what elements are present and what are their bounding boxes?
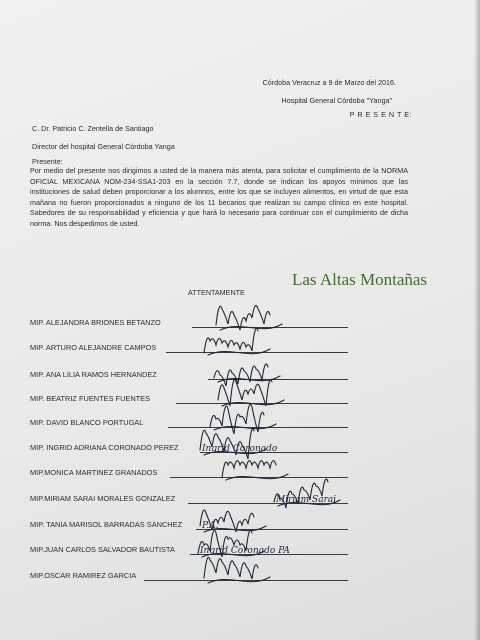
svg-text:Ingrid Coronado: Ingrid Coronado xyxy=(202,444,278,454)
signature-row xyxy=(0,468,480,486)
watermark-text: Las Altas Montañas xyxy=(292,270,428,289)
signature-row xyxy=(0,571,480,589)
date-line: Córdoba Veracruz a 9 de Marzo del 2016. xyxy=(262,78,396,87)
signatory-name: MIP.MONICA MARTINEZ GRANADOS xyxy=(30,468,158,477)
addressee-name: C. Dr. Patricio C. Zentella de Santiago xyxy=(32,124,154,133)
signatory-name: MIP.OSCAR RAMIREZ GARCIA xyxy=(30,571,137,580)
signatory-name: MIP. DAVID BLANCO PORTUGAL xyxy=(30,418,144,427)
closing: ATTENTAMENTE xyxy=(188,288,245,297)
signatory-name: MIP. ANA LILIA RAMOS HERNANDEZ xyxy=(30,370,157,379)
hospital-line: Hospital General Córdoba "Yanga" xyxy=(281,96,392,105)
handwritten-signature xyxy=(200,553,320,593)
salutation: Presente: xyxy=(32,157,63,166)
signatory-name: MIP.JUAN CARLOS SALVADOR BAUTISTA xyxy=(30,545,175,554)
svg-text:Miriam Sarai: Miriam Sarai xyxy=(276,495,337,505)
letter-body: Por medio del presente nos dirigimos a usted de la manera más atenta, para solicitar el cumplimiento de la NORMA OFICIAL MEXICANA NOM-234-SSA1-203 en la sección 7.7, donde se indican los apoyos mínimos que las instituciones de salud deben proporcionar a los alumnos, entre los que se incluyen alimentos, en virtud de que esta mañana no fueron proporcionados a ninguno de los 11 becarios que realizan su campo clínico en este hospital. Sabedores de su responsabilidad y eficiencia y que hará lo necesario para continuar con el cumplimiento de dicha norma. Nos despedimos de usted. xyxy=(30,166,408,228)
signatory-name: MIP. BEATRIZ FUENTES FUENTES xyxy=(30,394,151,403)
svg-text:P.A.: P.A. xyxy=(202,521,219,531)
signatory-name: MIP. TANIA MARISOL BARRADAS SANCHEZ xyxy=(30,520,183,529)
addressee-title: Director del hospital General Córdoba Yanga xyxy=(32,142,175,151)
svg-text:Ingrid Coronado PA: Ingrid Coronado PA xyxy=(200,546,290,556)
signatory-name: MIP. ALEJANDRA BRIONES BETANZO xyxy=(30,318,161,327)
signatory-name: MIP.MIRIAM SARAI MORALES GONZALEZ xyxy=(30,494,176,503)
presente-heading: P R E S E N T E: xyxy=(349,110,412,119)
signatory-name: MIP. INGRID ADRIANA CORONADO PEREZ xyxy=(30,443,179,452)
signatory-name: MIP. ARTURO ALEJANDRE CAMPOS xyxy=(30,343,157,352)
